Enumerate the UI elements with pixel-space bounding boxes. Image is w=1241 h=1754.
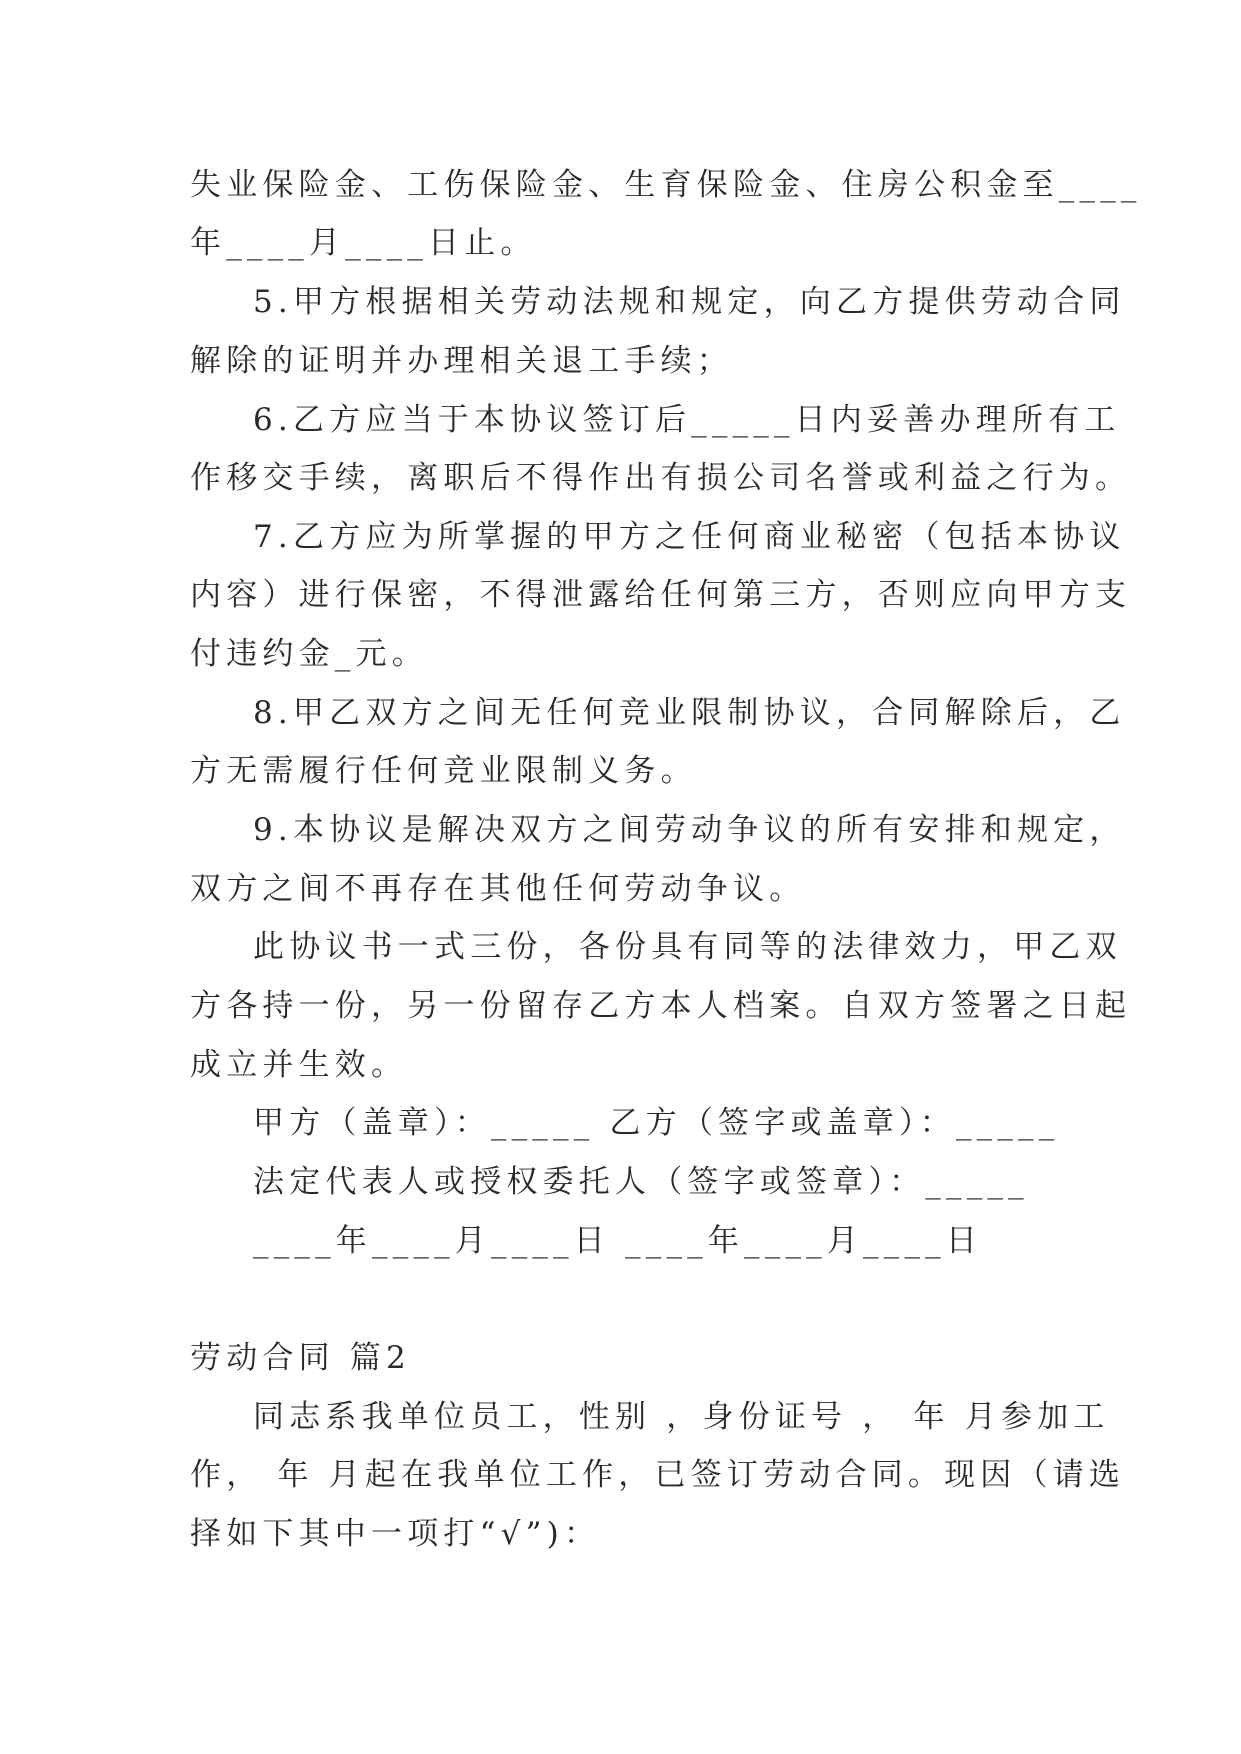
clause-7-line-1: 7.乙方应为所掌握的甲方之任何商业秘密（包括本协议 [253, 519, 1126, 555]
text-line-1: 失业保险金、工伤保险金、生育保险金、住房公积金至____ [190, 167, 1142, 203]
section-heading: 劳动合同 篇2 [190, 1340, 411, 1376]
clause-7-line-2: 内容）进行保密，不得泄露给任何第三方，否则应向甲方支 [190, 577, 1132, 613]
section2-line-1: 同志系我单位员工，性别 ，身份证号 ， 年 月参加工 [253, 1399, 1110, 1435]
clause-6-line-2: 作移交手续，离职后不得作出有损公司名誉或利益之行为。 [190, 460, 1132, 496]
clause-9-line-2: 双方之间不再存在其他任何劳动争议。 [190, 871, 806, 907]
representative-line: 法定代表人或授权委托人（签字或签章）：_____ [253, 1164, 1029, 1200]
clause-7-line-3: 付违约金_元。 [190, 636, 428, 672]
date-line: ____年____月____日 ____年____月____日 [253, 1223, 983, 1259]
copies-line-1: 此协议书一式三份，各份具有同等的法律效力，甲乙双 [253, 929, 1122, 965]
clause-9-line-1: 9.本协议是解决双方之间劳动争议的所有安排和规定， [253, 812, 1126, 848]
clause-8-line-1: 8.甲乙双方之间无任何竞业限制协议，合同解除后，乙 [253, 695, 1126, 731]
clause-5-line-1: 5.甲方根据相关劳动法规和规定，向乙方提供劳动合同 [253, 284, 1126, 320]
clause-8-line-2: 方无需履行任何竞业限制义务。 [190, 753, 697, 789]
clause-6-line-1: 6.乙方应当于本协议签订后_____日内妥善办理所有工 [253, 402, 1121, 438]
copies-line-3: 成立并生效。 [190, 1047, 408, 1083]
copies-line-2: 方各持一份，另一份留存乙方本人档案。自双方签署之日起 [190, 988, 1132, 1024]
signature-line: 甲方（盖章）：_____ 乙方（签字或盖章）：_____ [253, 1105, 1060, 1141]
section2-line-2: 作， 年 月起在我单位工作，已签订劳动合同。现因（请选 [190, 1457, 1126, 1493]
text-line-2: 年____月____日止。 [190, 225, 537, 261]
clause-5-line-2: 解除的证明并办理相关退工手续； [190, 343, 733, 379]
section2-line-3: 择如下其中一项打“√”)： [190, 1516, 601, 1552]
